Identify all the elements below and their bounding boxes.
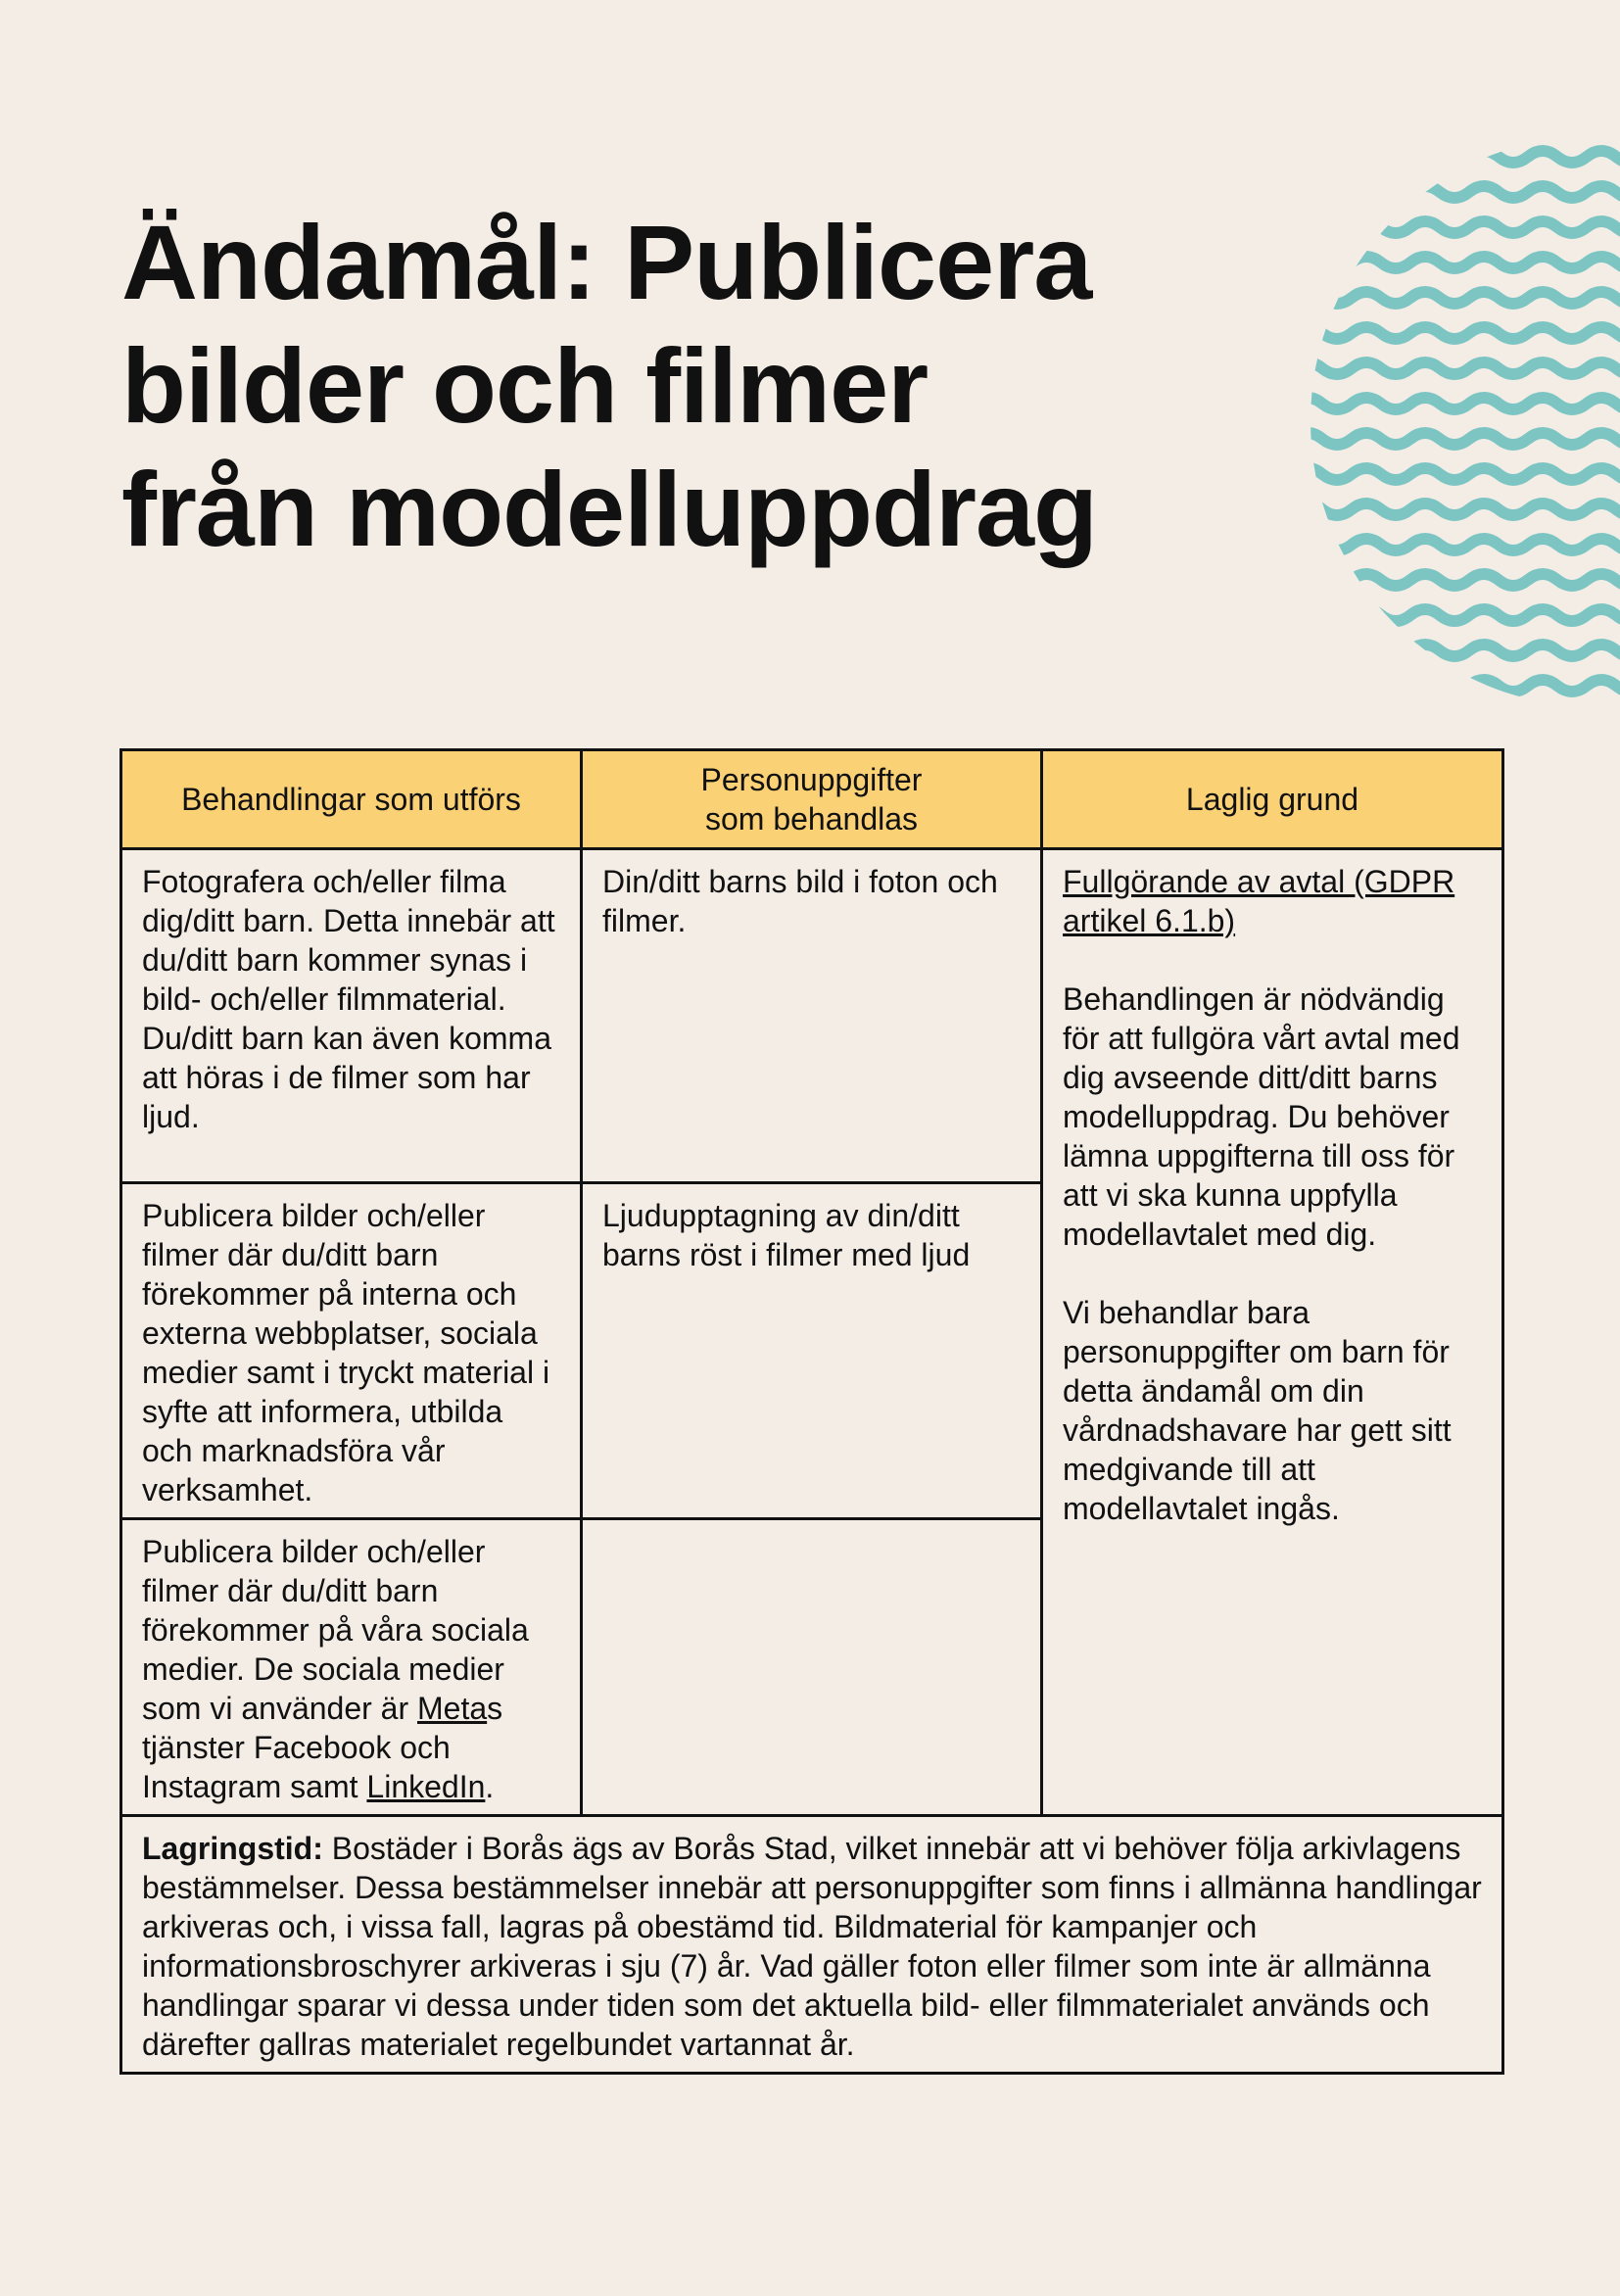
storage-cell	[121, 1816, 1503, 2074]
legal-basis-paragraph-2: Vi behandlar bara personuppgifter om barn för detta ändamål om din vårdnadshavare har gett sitt medgivande till att modellavtalet ingås.	[1063, 1295, 1452, 1526]
processing-cell: Fotografera och/eller filma dig/ditt barn. Detta innebär att du/ditt barn kommer synas i bild- och/eller filmmaterial. Du/ditt barn kan även komma att höras i de filmer som har ljud.	[121, 849, 582, 1183]
wave-line	[1303, 257, 1620, 268]
legal-basis-cell	[1042, 849, 1503, 1816]
personal-data-cell-empty	[582, 1519, 1042, 1816]
table-header-row	[121, 750, 1503, 849]
wave-line	[1303, 680, 1620, 692]
wave-line	[1303, 468, 1620, 480]
legal-basis-paragraph-1: Behandlingen är nödvändig för att fullgöra vårt avtal med dig avseende ditt/ditt barns modelluppdrag. Du behöver lämna uppgifterna till oss för att vi ska kunna uppfylla modellavtalet med dig.	[1063, 981, 1460, 1252]
table-row	[121, 849, 1503, 1183]
personal-data-cell: Din/ditt barns bild i foton och filmer.	[582, 849, 1042, 1183]
wave-line	[1303, 539, 1620, 550]
wave-pattern-icon	[1303, 137, 1620, 705]
header-processing: Behandlingar som utförs	[121, 750, 582, 849]
processing-text-2: s tjänster Facebook och Instagram samt	[142, 1691, 503, 1804]
wave-line	[1303, 292, 1620, 304]
storage-text: Bostäder i Borås ägs av Borås Stad, vilket innebär att vi behöver följa arkivlagens bestämmelser. Dessa bestämmelser innebär att personuppgifter som finns i allmänna handlingar arkiveras och, i vissa fall, lagras på obestämd tid. Bildmaterial för kampanjer och informationsbroschyrer arkiveras i sju (7) år. Vad gäller foton eller filmer som inte är allmänna handlingar sparar vi dessa under tiden som det aktuella bild- eller filmmaterialet används och därefter gallras materialet regelbundet vartannat år.	[142, 1831, 1482, 2062]
page-title	[121, 201, 1248, 571]
wave-line	[1303, 574, 1620, 586]
wave-line	[1303, 221, 1620, 233]
gdpr-link[interactable]: Fullgörande av avtal (GDPR artikel 6.1.b)	[1063, 864, 1455, 938]
wave-line	[1303, 151, 1620, 163]
linkedin-link[interactable]: LinkedIn	[366, 1769, 486, 1804]
wave-line	[1303, 362, 1620, 374]
storage-label: Lagringstid:	[142, 1831, 323, 1866]
wave-line	[1303, 398, 1620, 409]
processing-text: Publicera bilder och/eller filmer där du/ditt barn förekommer på våra sociala medier. De sociala medier som vi använder är	[142, 1534, 529, 1726]
title-line-3: från modelluppdrag	[121, 450, 1098, 568]
processing-cell: Publicera bilder och/eller filmer där du/ditt barn förekommer på interna och externa webbplatser, sociala medier samt i tryckt material i syfte att informera, utbilda och marknadsföra vår verksamhet.	[121, 1183, 582, 1519]
header-personal-data-line1: Personuppgifter	[700, 762, 923, 797]
header-personal-data	[582, 750, 1042, 849]
title-line-2: bilder och filmer	[121, 326, 929, 445]
header-legal-basis: Laglig grund	[1042, 750, 1503, 849]
header-personal-data-line2: som behandlas	[704, 801, 919, 837]
processing-cell	[121, 1519, 582, 1816]
wave-line	[1303, 433, 1620, 445]
wave-line	[1303, 186, 1620, 198]
personal-data-cell: Ljudupptagning av din/ditt barns röst i filmer med ljud	[582, 1183, 1042, 1519]
processing-table	[119, 748, 1504, 2075]
storage-row	[121, 1816, 1503, 2074]
title-line-1: Ändamål: Publicera	[121, 203, 1092, 321]
wave-line	[1303, 645, 1620, 656]
processing-text-end: .	[485, 1769, 495, 1804]
meta-link[interactable]: Meta	[417, 1691, 488, 1726]
wave-line	[1303, 327, 1620, 339]
wave-line	[1303, 503, 1620, 515]
wave-line	[1303, 609, 1620, 621]
